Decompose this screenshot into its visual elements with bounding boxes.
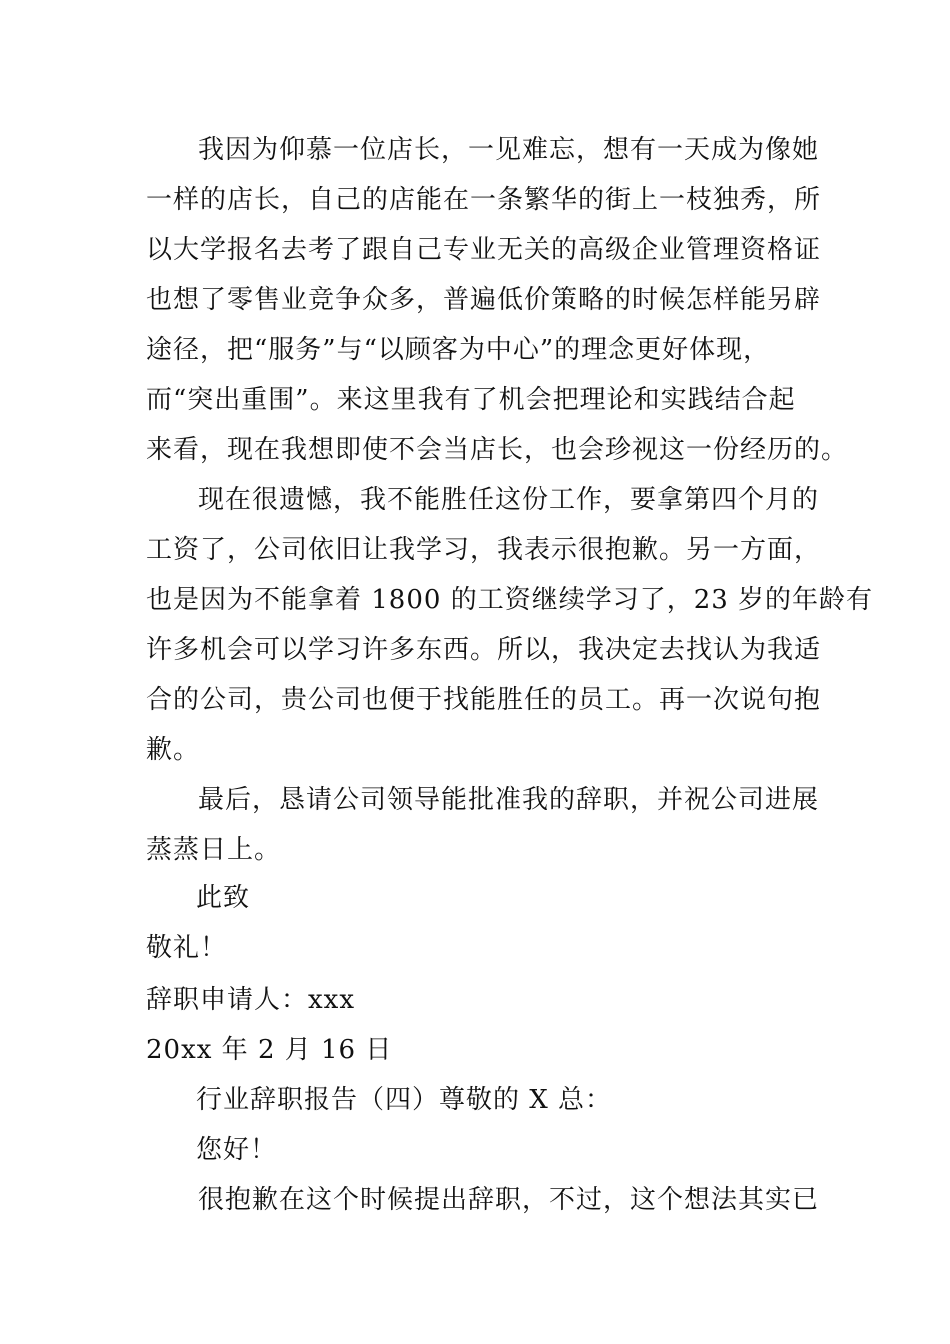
- paragraph-line: 也是因为不能拿着 1800 的工资继续学习了，23 岁的年龄有: [146, 585, 874, 615]
- paragraph-line: 许多机会可以学习许多东西。所以，我决定去找认为我适: [146, 635, 822, 665]
- paragraph-line: 以大学报名去考了跟自己专业无关的高级企业管理资格证: [146, 235, 822, 265]
- paragraph-line: 蒸蒸日上。: [146, 835, 282, 865]
- paragraph-line: 一样的店长，自己的店能在一条繁华的街上一枝独秀，所: [146, 185, 822, 215]
- paragraph-line: 也想了零售业竞争众多，普遍低价策略的时候怎样能另辟: [146, 285, 822, 315]
- paragraph-line: 工资了，公司依旧让我学习，我表示很抱歉。另一方面，: [146, 535, 822, 565]
- paragraph-line: 很抱歉在这个时候提出辞职，不过，这个想法其实已: [198, 1185, 820, 1215]
- paragraph-line: 歉。: [146, 735, 201, 765]
- paragraph-line: 而“突出重围”。来这里我有了机会把理论和实践结合起: [146, 385, 796, 415]
- closing-line: 敬礼！: [146, 933, 228, 963]
- date-line: 20xx 年 2 月 16 日: [146, 1035, 393, 1065]
- closing-line: 此致: [196, 883, 251, 913]
- paragraph-line: 我因为仰慕一位店长，一见难忘，想有一天成为像她: [198, 135, 820, 165]
- paragraph-line: 来看，现在我想即使不会当店长，也会珍视这一份经历的。: [146, 435, 849, 465]
- paragraph-line: 最后，恳请公司领导能批准我的辞职，并祝公司进展: [198, 785, 820, 815]
- greeting-line: 您好！: [196, 1135, 278, 1165]
- paragraph-line: 途径，把“服务”与“以顾客为中心”的理念更好体现，: [146, 335, 771, 365]
- signature-line: 辞职申请人：xxx: [146, 985, 355, 1015]
- section-heading: 行业辞职报告（四）尊敬的 X 总：: [196, 1085, 613, 1115]
- paragraph-line: 合的公司，贵公司也便于找能胜任的员工。再一次说句抱: [146, 685, 822, 715]
- paragraph-line: 现在很遗憾，我不能胜任这份工作，要拿第四个月的: [198, 485, 820, 515]
